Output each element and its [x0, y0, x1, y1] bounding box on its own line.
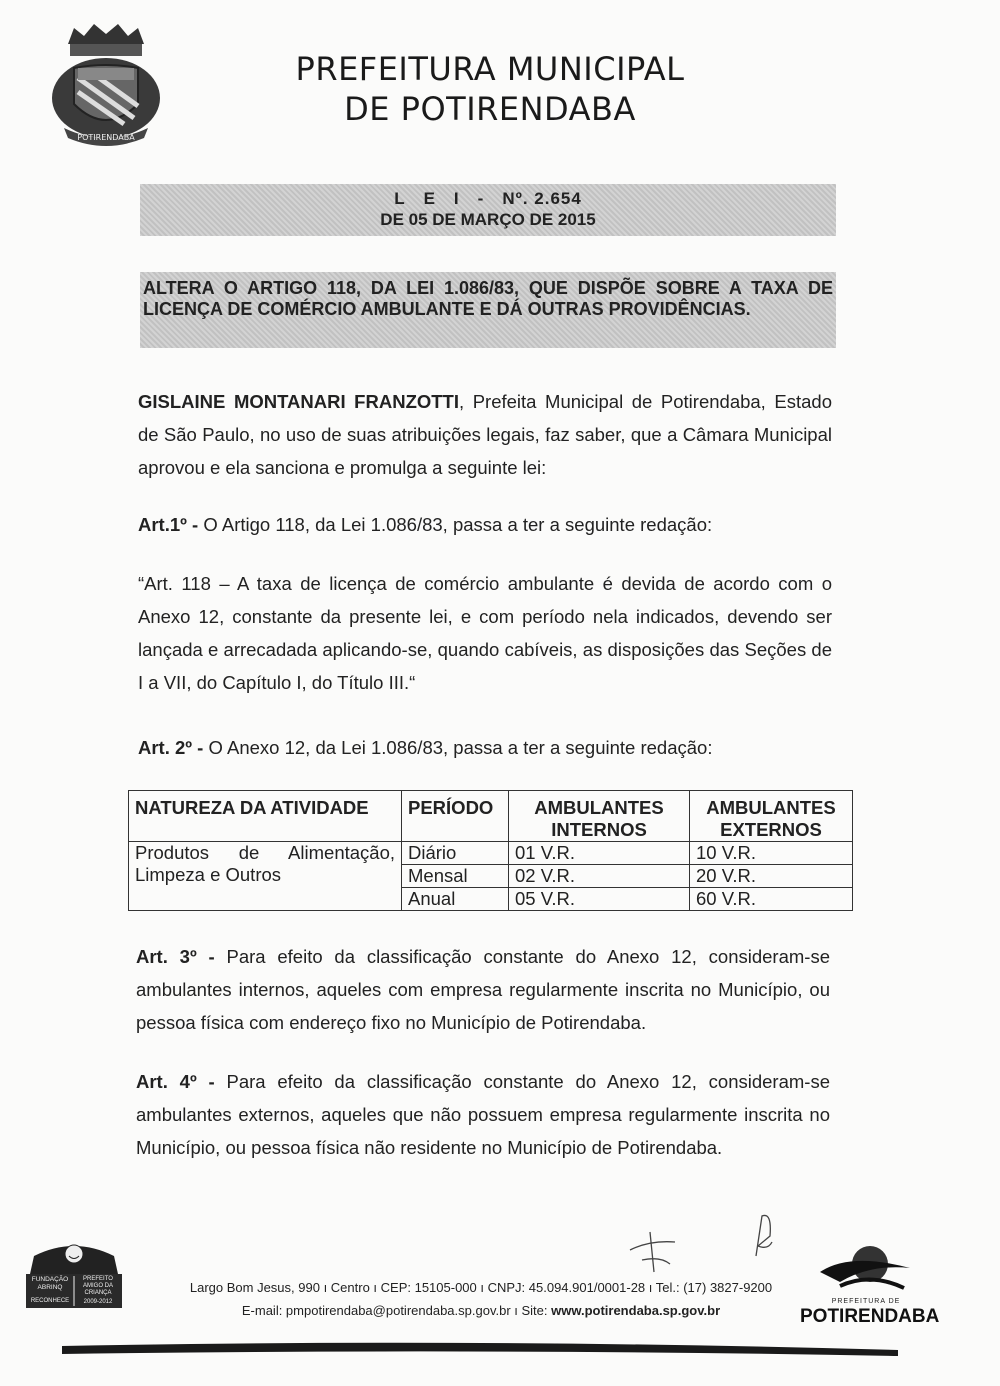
badge-left-sub: RECONHECE: [30, 1298, 70, 1304]
law-letter: I: [453, 189, 460, 208]
article-1: [138, 508, 832, 541]
potirendaba-logo-icon: [800, 1242, 932, 1298]
table-row: [129, 842, 853, 865]
internal-value-cell: 02 V.R.: [509, 865, 690, 888]
external-value-cell: 60 V.R.: [690, 888, 853, 911]
law-letter: L: [394, 189, 406, 208]
potirendaba-logo: [800, 1242, 940, 1332]
period-cell: Diário: [402, 842, 509, 865]
table-header-row: [129, 791, 853, 842]
initials-signature-icon: [742, 1206, 782, 1266]
annex-12-table: [128, 790, 853, 911]
badge-right-text: PREFEITO AMIGO DA CRIANÇA: [82, 1276, 113, 1296]
logo-big-text: POTIRENDABA: [800, 1306, 940, 1327]
law-number-banner: [140, 184, 836, 236]
article-3-text: Para efeito da classificação constante do Anexo 12, consideram-se ambulantes internos, aqueles com empresa regularmente inscrita no Município, ou pessoa física com endereço fixo no Município de Potirendaba.: [136, 946, 830, 1033]
law-letter: E: [423, 189, 436, 208]
crest-text: POTIRENDABA: [77, 133, 135, 142]
header-externos: AMBULANTES EXTERNOS: [690, 791, 853, 842]
badge-left-text: FUNDAÇÃO ABRINQ: [31, 1276, 69, 1291]
internal-value-cell: 01 V.R.: [509, 842, 690, 865]
logo-small-text: PREFEITURA DE: [831, 1298, 901, 1305]
preamble-paragraph: [138, 385, 832, 484]
mayor-name: GISLAINE MONTANARI FRANZOTTI: [138, 391, 459, 412]
org-title-line1: PREFEITURA MUNICIPAL: [295, 50, 685, 88]
external-value-cell: 10 V.R.: [690, 842, 853, 865]
article-2-text: O Anexo 12, da Lei 1.086/83, passa a ter a seguinte redação:: [203, 737, 713, 758]
article-3-label: Art. 3º -: [136, 946, 215, 967]
header-periodo: PERÍODO: [402, 791, 509, 842]
article-118-quote: “Art. 118 – A taxa de licença de comércio ambulante é devida de acordo com o Anexo 12, constante da presente lei, e com período nela indicados, devendo ser lançada e arrecadada aplicando-se, quando cabíveis, as disposições das Seções de I a VII, do Capítulo I, do Título III.“: [138, 573, 832, 693]
preamble-text: , Prefeita Municipal de Potirendaba, Estado de São Paulo, no uso de suas atribuições legais, faz saber, que a Câmara Municipal aprovou e ela sanciona e promulga a seguinte lei:: [138, 391, 832, 478]
abrinq-badge-icon: [22, 1234, 126, 1310]
footer-contact: [156, 1303, 806, 1318]
internal-value-cell: 05 V.R.: [509, 888, 690, 911]
article-1-text: O Artigo 118, da Lei 1.086/83, passa a ter a seguinte redação:: [198, 514, 713, 535]
article-4-text: Para efeito da classificação constante do Anexo 12, consideram-se ambulantes externos, aqueles que não possuem empresa regularmente inscrita no Município, ou pessoa física não residente no Município de Potirendaba.: [136, 1071, 830, 1158]
badge-right-sub: 2009-2012: [83, 1299, 113, 1305]
law-summary: ALTERA O ARTIGO 118, DA LEI 1.086/83, QUE DISPÕE SOBRE A TAXA DE LICENÇA DE COMÉRCIO AMBULANTE E DÁ OUTRAS PROVIDÊNCIAS.: [140, 272, 836, 348]
footer-email[interactable]: E-mail: pmpotirendaba@potirendaba.sp.gov.br ı Site:: [241, 1303, 552, 1318]
header-natureza: NATUREZA DA ATIVIDADE: [129, 791, 402, 842]
article-2: [138, 731, 832, 764]
article-2-label: Art. 2º -: [138, 737, 204, 758]
law-dash: -: [477, 189, 485, 208]
period-cell: Mensal: [402, 865, 509, 888]
footer-bar-decoration: [62, 1340, 898, 1356]
municipal-crest-icon: [44, 18, 168, 146]
header-internos: AMBULANTES INTERNOS: [509, 791, 690, 842]
external-value-cell: 20 V.R.: [690, 865, 853, 888]
law-number-value: Nº. 2.654: [502, 189, 582, 208]
article-4-label: Art. 4º -: [136, 1071, 215, 1092]
period-cell: Anual: [402, 888, 509, 911]
footer-site-link[interactable]: www.potirendaba.sp.gov.br: [551, 1303, 721, 1318]
footer-address: Largo Bom Jesus, 990 ı Centro ı CEP: 15105-000 ı CNPJ: 45.094.901/0001-28 ı Tel.: (17) 3827-9200: [189, 1280, 773, 1295]
initials-signature-icon: [620, 1220, 690, 1280]
article-3: [136, 940, 830, 1039]
law-date: DE 05 DE MARÇO DE 2015: [380, 210, 596, 229]
article-1-label: Art.1º -: [138, 514, 199, 535]
org-title-line2: DE POTIRENDABA: [344, 90, 636, 128]
activity-cell: Produtos de Alimentação, Limpeza e Outros: [129, 842, 402, 911]
law-number: [140, 188, 836, 209]
article-4: [136, 1065, 830, 1164]
